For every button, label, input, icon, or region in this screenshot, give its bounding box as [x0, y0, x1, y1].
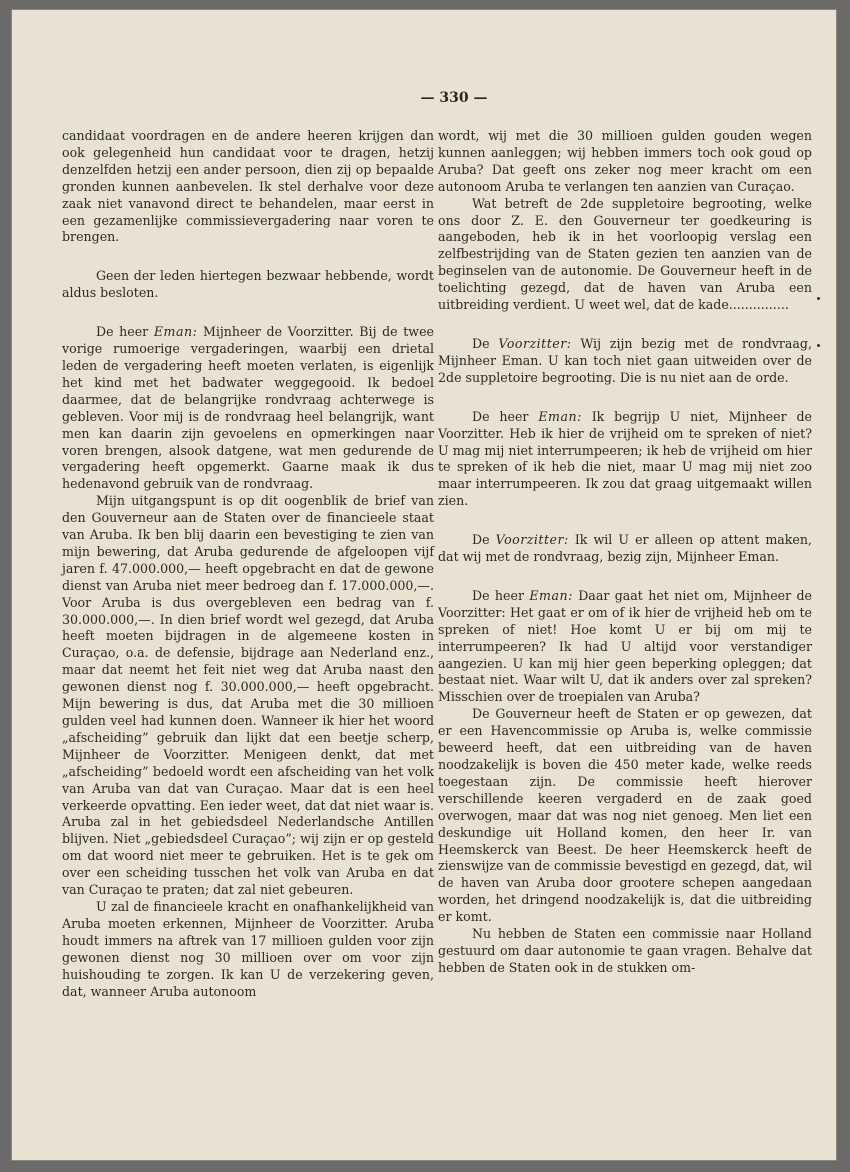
- document-page: [12, 10, 836, 1160]
- right-column: [438, 128, 812, 977]
- speaker-name: Voorzitter:: [495, 532, 569, 548]
- speaker-name: Voorzitter:: [498, 335, 572, 351]
- speaker-name: Eman:: [529, 587, 573, 603]
- paragraph: Mijn uitgangspunt is op dit oogenblik de brief van den Gouverneur aan de Staten over de financieele staat van Aruba. Ik ben blij daarin een bevestiging te zien van mijn bewering, dat Aruba gedurende de afgeloopen vijf jaren f. 47.000.000,— heeft opgebracht en dat de gewone dienst van Aruba niet meer bedroeg dan f. 17.000.000,—. Voor Aruba is dus overgebleven een bedrag van f. 30.000.000,—. In dien brief wordt wel gezegd, dat Aruba heeft moeten bijdragen in de algemeene kosten in Curaçao, o.a. de defensie, bijdrage aan Nederland enz., maar dat neemt het feit niet weg dat Aruba naast den gewonen dienst nog f. 30.000.000,— heeft opgebracht. Mijn bewering is dus, dat Aruba met die 30 millioen gulden veel had kunnen doen. Wanneer ik hier het woord „afscheiding” gebruik dan lijkt dat een beetje scherp, Mijnheer de Voorzitter. Menigeen denkt, dat met „afscheiding” bedoeld wordt een afscheiding van het volk van Aruba van dat van Curaçao. Maar dat is een heel verkeerde opvatting. Een ieder weet, dat dat niet waar is. Aruba zal in het gebiedsdeel Nederlandsche Antillen blijven. Niet „gebiedsdeel Curaçao”; wij zijn er op gesteld om dat woord niet meer te gebruiken. Het is te gek om over een scheiding tusschen het volk van Aruba en dat van Curaçao te praten; dat zal niet gebeuren.: [62, 493, 434, 898]
- left-column: [62, 128, 434, 1000]
- speech-paragraph: De heer Eman: Daar gaat het niet om, Mijnheer de Voorzitter: Het gaat er om of ik hier de vrijheid heb om te spreken of niet! Hoe komt U er bij om mij te interrumpeeren? Ik had U altijd voor verstandiger aangezien. U kan mij hier geen beperking opleggen; dat bestaat niet. Waar wilt U, dat ik anders over zal spreken? Misschien over de troepialen van Aruba?: [438, 587, 813, 705]
- speech-paragraph: De heer Eman: Mijnheer de Voorzitter. Bij de twee vorige rumoerige vergaderingen, waarbij een drietal leden de vergadering heeft moeten verlaten, is eigenlijk het kind met het badwater weggegooid. Ik bedoel daarmee, dat de belangrijke rondvraag achterwege is gebleven. Voor mij is de rondvraag heel belangrijk, want men kan daarin zijn gevoelens en opmerkingen naar voren brengen, alsook datgene, wat men gedurende de vergadering heeft opgemerkt. Gaarne maak ik dus hedenavond gebruik van de rondvraag.: [62, 324, 434, 492]
- paragraph: De Gouverneur heeft de Staten er op gewezen, dat er een Havencommissie op Aruba is, welke commissie beweerd heeft, dat een uitbreiding van de haven noodzakelijk is boven die 450 meter kade, welke reeds toegestaan zijn. De commissie heeft hierover verschillende keeren vergaderd en de zaak goed overwogen, maar dat was nog niet genoeg. Men liet een deskundige uit Holland komen, den heer Ir. van Heemskerck van Beest. De heer Heemskerck heeft de zienswijze van de commissie bevestigd en gezegd, dat, wil de haven van Aruba door grootere schepen aangedaan worden, het dringend noodzakelijk is, dat die uitbreiding er komt.: [438, 706, 812, 925]
- speaker-name: Eman:: [538, 408, 582, 424]
- speech-paragraph: De Voorzitter: Wij zijn bezig met de rondvraag, Mijnheer Eman. U kan toch niet gaan uitweiden over de 2de suppletoire begrooting. Die is nu niet aan de orde.: [438, 335, 812, 385]
- print-speck: [817, 344, 820, 347]
- speech-paragraph: De heer Eman: Ik begrijp U niet, Mijnheer de Voorzitter. Heb ik hier de vrijheid om te spreken of niet? U mag mij niet interrumpeeren; ik heb de vrijheid om hier te spreken of ik heb die niet, maar U mag mij niet zoo maar interrumpeeren. Ik zou dat graag uitgemaakt willen zien.: [438, 408, 812, 509]
- speaker-name: Eman:: [153, 324, 198, 340]
- paragraph: candidaat voordragen en de andere heeren krijgen dan ook gelegenheid hun candidaat voor te dragen, hetzij denzelfden hetzij een ander persoon, dien zij op bepaalde gronden kunnen aanbevelen. Ik stel derhalve voor deze zaak niet vanavond direct te behandelen, maar eerst in een gezamenlijke commissievergadering naar voren te brengen.: [62, 128, 434, 245]
- paragraph: wordt, wij met die 30 millioen gulden gouden wegen kunnen aanleggen; wij hebben immers toch ook goud op Aruba? Dat geeft ons zeker nog meer kracht om een autonoom Aruba te verlangen ten aanzien van Curaçao.: [438, 128, 812, 194]
- speech-paragraph: De Voorzitter: Ik wil U er alleen op attent maken, dat wij met de rondvraag, bezig zijn, Mijnheer Eman.: [438, 532, 812, 565]
- page-number: — 330 —: [420, 90, 488, 106]
- print-speck: [817, 297, 820, 300]
- paragraph: U zal de financieele kracht en onafhankelijkheid van Aruba moeten erkennen, Mijnheer de Voorzitter. Aruba houdt immers na aftrek van 17 millioen gulden voor zijn gewonen dienst nog 30 millioen over om voor zijn huishouding te zorgen. Ik kan U de verzekering geven, dat, wanneer Aruba autonoom: [62, 898, 434, 999]
- paragraph: Nu hebben de Staten een commissie naar Holland gestuurd om daar autonomie te gaan vragen. Behalve dat hebben de Staten ook in de stukken om-: [438, 926, 812, 975]
- paragraph: Wat betreft de 2de suppletoire begrooting, welke ons door Z. E. den Gouverneur ter goedkeuring is aangeboden, heb ik in het voorloopig verslag een zelfbestrijding van de Staten gezien ten aanzien van de beginselen van de autonomie. De Gouverneur heeft in de toelichting gezegd, dat de haven van Aruba een uitbreiding verdient. U weet wel, dat de kade...............: [438, 195, 812, 313]
- paragraph: Geen der leden hiertegen bezwaar hebbende, wordt aldus besloten.: [62, 268, 434, 301]
